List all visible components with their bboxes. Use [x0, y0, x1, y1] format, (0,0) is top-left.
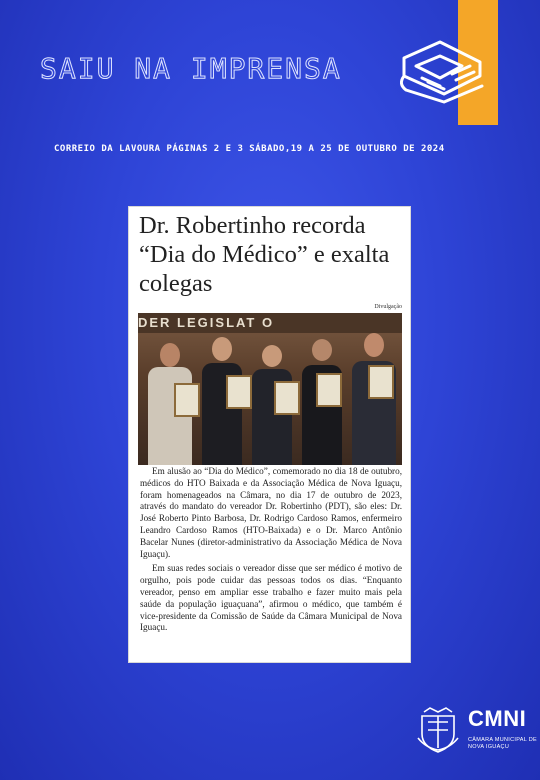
newspaper-icon: [396, 36, 488, 106]
municipal-crest-icon: [416, 704, 460, 754]
photo-credit: Divulgação: [374, 304, 402, 310]
certificate-frame: [226, 375, 252, 409]
certificate-frame: [316, 373, 342, 407]
news-clipping: [128, 206, 411, 663]
footer-logos: [412, 704, 537, 756]
article-paragraph: Em alusão ao “Dia do Médico”, comemorado no dia 18 de outubro, médicos do HTO Baixada e da Associação Médica de Nova Iguaçu, foram homenageados na Câmara, no dia 17 de outubro de 2023, através do mandato do vereador Dr. Robertinho (PDT), são eles: Dr. José Roberto Pinto Barbosa, Dr. Rodrigo Cardoso Ramos, enfermeiro Leandro Cardoso Ramos (HTO-Baixada) e o Dr. Marco Antônio Bacelar Nunes (diretor-administrativo da Associação Médica de Nova Iguaçu).: [140, 466, 402, 559]
certificate-frame: [274, 381, 300, 415]
news-photo: [138, 313, 402, 465]
certificate-frame: [174, 383, 200, 417]
clipping-headline: Dr. Robertinho recorda “Dia do Médico” e exalta colegas: [139, 212, 390, 297]
certificate-frame: [368, 365, 394, 399]
cmni-logo-subtitle: CÂMARA MUNICIPAL DE NOVA IGUAÇU: [468, 737, 537, 750]
clipping-article-text: [140, 466, 402, 637]
source-line: CORREIO DA LAVOURA PÁGINAS 2 E 3 SÁBADO,19 A 25 DE OUTUBRO DE 2024: [54, 144, 445, 154]
photo-banner-text: DER LEGISLAT O: [138, 313, 402, 333]
cmni-logo: CMNI: [468, 706, 527, 731]
article-paragraph: Em suas redes sociais o vereador disse que ser médico é motivo de orgulho, pois pode cuidar das pessoas todos os dias. “Enquanto vereador, penso em ampliar esse trabalho e fazer muito mais pela saúde da população iguaçuana”, afirmou o médico, que também é vice-presidente da Comissão de Saúde da Câmara Municipal de Nova Iguaçu.: [140, 563, 402, 633]
page-title: SAIU NA IMPRENSA: [40, 52, 342, 85]
